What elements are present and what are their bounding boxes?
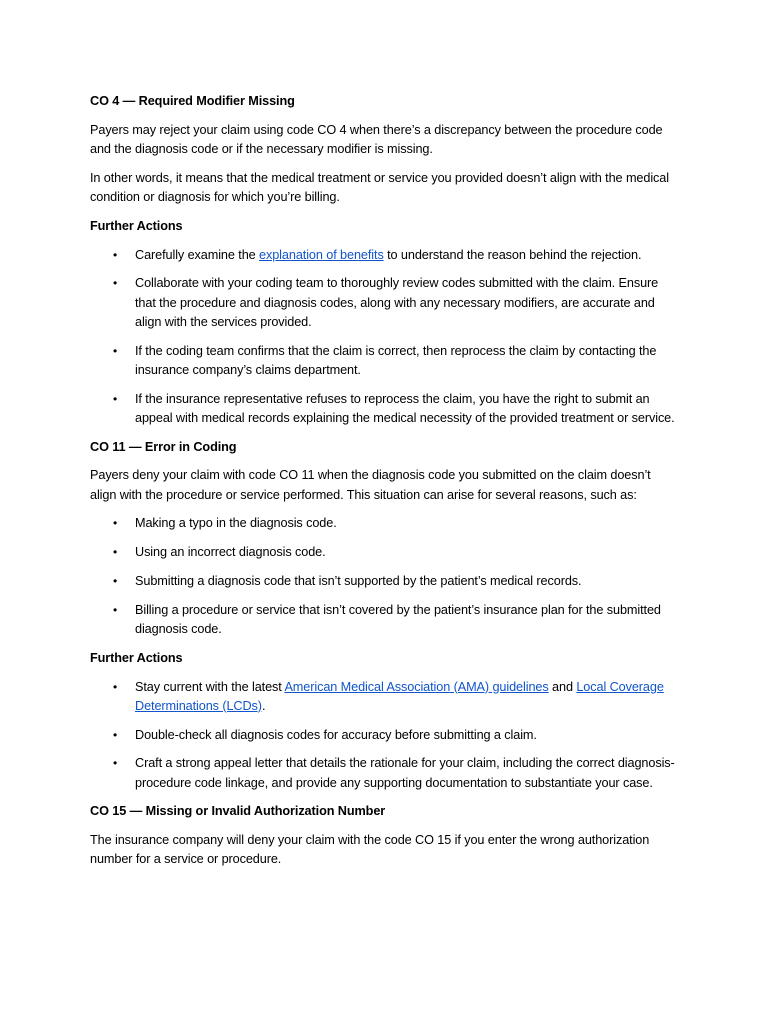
list-item	[90, 543, 680, 562]
bullet-icon: •	[113, 602, 118, 617]
further-actions-heading-co4: Further Actions	[90, 218, 183, 233]
list-item-text: Craft a strong appeal letter that details the rationale for your claim, including the correct diagnosis-procedure code linkage, and provide any supporting documentation to substantiate your case.	[135, 756, 675, 790]
list-item	[90, 514, 680, 533]
bullet-icon: •	[113, 391, 118, 406]
explanation-of-benefits-link[interactable]: explanation of benefits	[259, 247, 384, 262]
section-heading-co11: CO 11 — Error in Coding	[90, 439, 237, 454]
bullet-icon: •	[113, 679, 118, 694]
list-item-text: .	[261, 698, 266, 713]
paragraph-co11-intro: Payers deny your claim with code CO 11 when the diagnosis code you submitted on the claim doesn’t align with the procedure or service performed. This situation can arise for several reasons, such as:	[90, 468, 651, 502]
list-item-text: Double-check all diagnosis codes for accuracy before submitting a claim.	[135, 727, 537, 742]
paragraph-co4-intro: Payers may reject your claim using code CO 4 when there’s a discrepancy between the procedure code and the diagnosis code or if the necessary modifier is missing.	[90, 122, 663, 156]
list-item-text: Stay current with the latest	[135, 679, 285, 694]
local-coverage-determinations-link[interactable]: Local Coverage Determinations (LCDs)	[135, 679, 664, 713]
co11-actions-list	[90, 678, 680, 793]
bullet-icon: •	[113, 756, 118, 771]
list-item-text: If the insurance representative refuses to reprocess the claim, you have the right to submit an appeal with medical records explaining the medical necessity of the provided treatment or service.	[135, 391, 675, 425]
list-item	[90, 274, 680, 332]
list-item	[90, 678, 680, 716]
list-item-text: Carefully examine the	[135, 247, 260, 262]
list-item-text: If the coding team confirms that the claim is correct, then reprocess the claim by contacting the insurance company’s claims department.	[135, 343, 657, 377]
bullet-icon: •	[113, 545, 118, 560]
further-actions-heading-co11: Further Actions	[90, 650, 183, 665]
list-item	[90, 246, 680, 265]
list-item-text: Collaborate with your coding team to thoroughly review codes submitted with the claim. Ensure that the procedure and diagnosis codes, along with any necessary modifiers, are accurate and align with the services provided.	[135, 276, 659, 329]
list-item-text: Billing a procedure or service that isn’t covered by the patient’s insurance plan for the submitted diagnosis code.	[135, 602, 661, 636]
ama-guidelines-link[interactable]: American Medical Association (AMA) guidelines	[284, 679, 549, 694]
list-item	[90, 342, 680, 380]
list-item	[90, 601, 680, 639]
list-item	[90, 572, 680, 591]
list-item	[90, 726, 680, 745]
bullet-icon: •	[113, 276, 118, 291]
section-heading-co4: CO 4 — Required Modifier Missing	[90, 94, 295, 108]
list-item-text: Using an incorrect diagnosis code.	[135, 545, 326, 560]
bullet-icon: •	[113, 516, 118, 531]
paragraph-co15-intro: The insurance company will deny your claim with the code CO 15 if you enter the wrong authorization number for a service or procedure.	[90, 833, 650, 867]
co4-actions-list	[90, 246, 680, 428]
list-item-text: to understand the reason behind the rejection.	[383, 247, 642, 262]
list-item-text: and	[548, 679, 577, 694]
bullet-icon: •	[113, 573, 118, 588]
list-item	[90, 754, 680, 792]
paragraph-co4-explanation: In other words, it means that the medical treatment or service you provided doesn’t align with the medical condition or diagnosis for which you’re billing.	[90, 170, 669, 204]
list-item	[90, 390, 680, 428]
list-item-text: Making a typo in the diagnosis code.	[135, 516, 337, 531]
list-item-text: Submitting a diagnosis code that isn’t supported by the patient’s medical records.	[135, 573, 582, 588]
document-page	[90, 92, 680, 879]
section-heading-co15: CO 15 — Missing or Invalid Authorization Number	[90, 804, 386, 819]
bullet-icon: •	[113, 247, 118, 262]
bullet-icon: •	[113, 727, 118, 742]
co11-reasons-list	[90, 514, 680, 639]
bullet-icon: •	[113, 343, 118, 358]
